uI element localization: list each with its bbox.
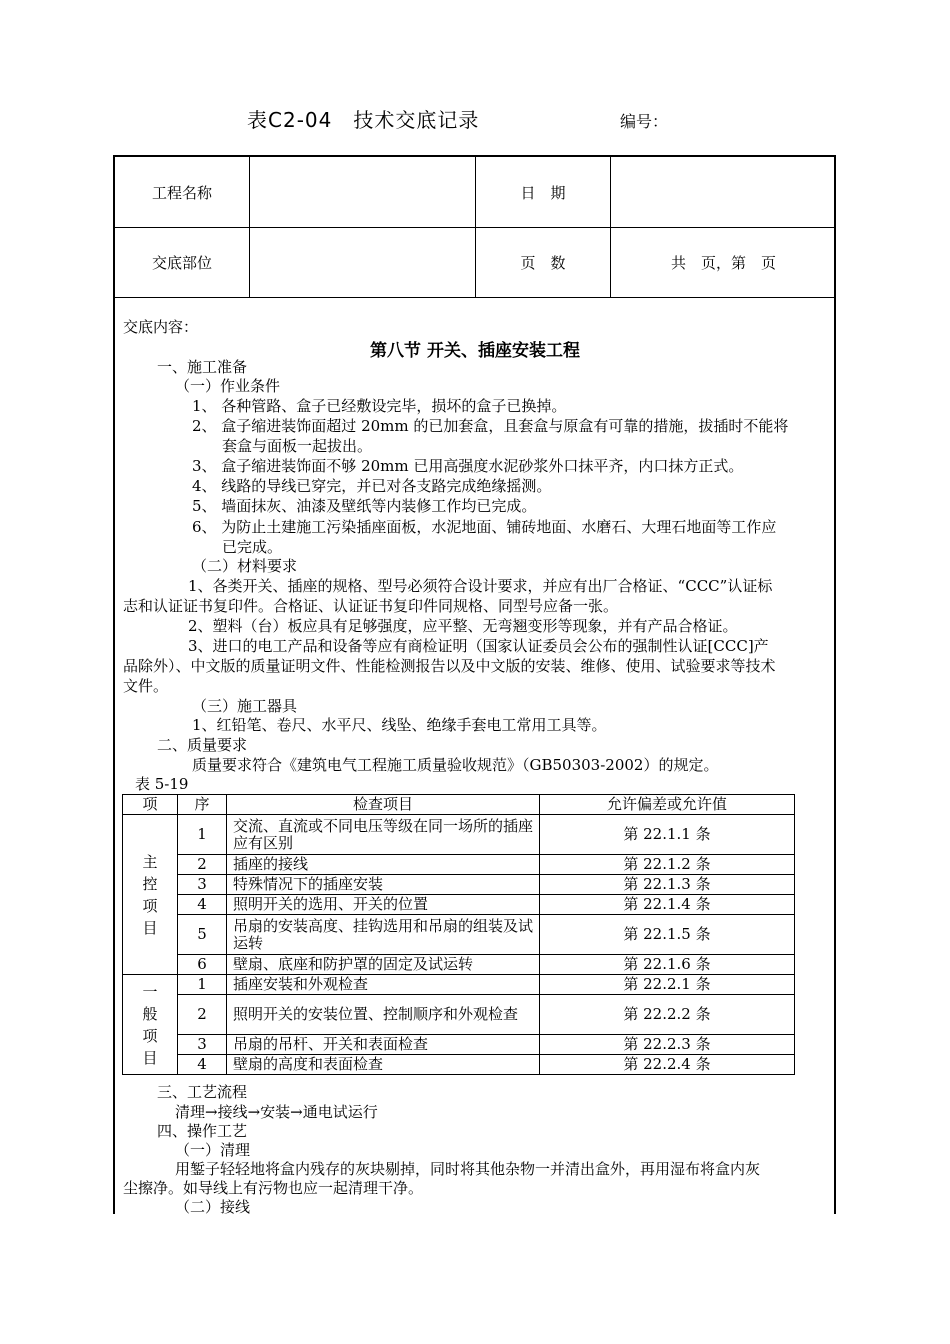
text-line: 3、进口的电工产品和设备等应有商检证明（国家认证委员会公布的强制性认证[CCC]产	[188, 637, 769, 655]
row-no: 5	[178, 915, 227, 955]
table-row	[123, 995, 795, 1035]
text-line: （一）作业条件	[175, 377, 281, 395]
row-no: 1	[178, 815, 227, 855]
project-name-field[interactable]	[250, 157, 476, 227]
row-value: 第 22.2.1 条	[540, 975, 795, 995]
row-value: 第 22.1.6 条	[540, 955, 795, 975]
row-value: 第 22.2.2 条	[540, 995, 795, 1035]
text-line: 二、质量要求	[157, 736, 248, 754]
row-value: 第 22.2.3 条	[540, 1035, 795, 1055]
row-item: 吊扇的安装高度、挂钩选用和吊扇的组装及试运转	[227, 915, 540, 955]
table-row	[123, 915, 795, 955]
text-line: 志和认证证书复印件。合格证、认证证书复印件同规格、同型号应备一张。	[123, 597, 619, 615]
table-row	[123, 855, 795, 875]
row-item: 壁扇的高度和表面检查	[227, 1055, 540, 1075]
text-line: 4、 线路的导线已穿完，并已对各支路完成绝缘摇测。	[192, 477, 552, 495]
info-row-project	[115, 157, 834, 228]
row-item: 插座安装和外观检查	[227, 975, 540, 995]
section-title: 第八节 开关、插座安装工程	[370, 341, 580, 361]
text-line: 1、红铅笔、卷尺、水平尺、线坠、绝缘手套电工常用工具等。	[192, 716, 607, 734]
row-value: 第 22.1.5 条	[540, 915, 795, 955]
part-field[interactable]	[250, 227, 476, 297]
row-no: 2	[178, 855, 227, 875]
text-line: （一）清理	[175, 1141, 251, 1159]
row-no: 3	[178, 1035, 227, 1055]
text-line: 四、操作工艺	[157, 1122, 248, 1140]
row-no: 2	[178, 995, 227, 1035]
serial-number-label: 编号：	[620, 112, 669, 131]
text-line: 3、 盒子缩进装饰面不够 20mm 已用高强度水泥砂浆外口抹平齐，内口抹方正式。	[192, 457, 744, 475]
text-line: 2、 盒子缩进装饰面超过 20mm 的已加套盒，且套盒与原盒有可靠的措施，拔插时不能将	[192, 417, 789, 435]
table-header-row	[123, 795, 795, 815]
table-row	[123, 1035, 795, 1055]
inspection-table	[122, 794, 795, 1075]
project-name-label: 工程名称	[115, 157, 250, 227]
text-line: 质量要求符合《建筑电气工程施工质量验收规范》（GB50303-2002）的规定。	[192, 756, 719, 774]
text-line: 套盒与面板一起拔出。	[222, 437, 373, 455]
group-main-control: 主控项目	[123, 815, 178, 975]
text-line: 6、 为防止土建施工污染插座面板，水泥地面、铺砖地面、水磨石、大理石地面等工作应	[192, 518, 777, 536]
text-line: 清理→接线→安装→通电试运行	[175, 1103, 378, 1121]
text-line: （二）接线	[175, 1198, 251, 1216]
col-header-item: 检查项目	[227, 795, 540, 815]
row-item: 照明开关的选用、开关的位置	[227, 895, 540, 915]
row-no: 3	[178, 875, 227, 895]
col-header-value: 允许偏差或允许值	[540, 795, 795, 815]
table-row	[123, 975, 795, 995]
row-no: 1	[178, 975, 227, 995]
row-no: 4	[178, 895, 227, 915]
content-intro: 交底内容：	[123, 318, 199, 336]
row-item: 壁扇、底座和防护罩的固定及试运转	[227, 955, 540, 975]
row-value: 第 22.1.1 条	[540, 815, 795, 855]
row-value: 第 22.1.3 条	[540, 875, 795, 895]
text-line: （三）施工器具	[192, 697, 298, 715]
row-no: 4	[178, 1055, 227, 1075]
text-line: 2、塑料（台）板应具有足够强度，应平整、无弯翘变形等现象，并有产品合格证。	[188, 617, 738, 635]
table-caption: 表 5-19	[135, 775, 189, 793]
text-line: 尘擦净。如导线上有污物也应一起清理干净。	[123, 1179, 424, 1197]
col-header-category: 项	[123, 795, 178, 815]
text-line: （二）材料要求	[192, 557, 298, 575]
col-header-no: 序	[178, 795, 227, 815]
date-field[interactable]	[611, 157, 836, 227]
row-item: 吊扇的吊杆、开关和表面检查	[227, 1035, 540, 1055]
table-row	[123, 815, 795, 855]
part-label: 交底部位	[115, 227, 250, 297]
row-item: 照明开关的安装位置、控制顺序和外观检查	[227, 995, 540, 1035]
row-item: 插座的接线	[227, 855, 540, 875]
table-row	[123, 1055, 795, 1075]
table-row	[123, 895, 795, 915]
group-general: 一般项目	[123, 975, 178, 1075]
date-label: 日 期	[476, 157, 611, 227]
table-row	[123, 955, 795, 975]
text-line: 用錾子轻轻地将盒内残存的灰块剔掉，同时将其他杂物一并清出盒外，再用湿布将盒内灰	[175, 1160, 761, 1178]
text-line: 文件。	[123, 677, 169, 695]
row-item: 特殊情况下的插座安装	[227, 875, 540, 895]
row-value: 第 22.1.4 条	[540, 895, 795, 915]
text-line: 一、施工准备	[157, 358, 248, 376]
row-no: 6	[178, 955, 227, 975]
pages-field[interactable]: 共 页，第 页	[670, 253, 776, 272]
text-line: 5、 墙面抹灰、油漆及壁纸等内装修工作均已完成。	[192, 497, 537, 515]
text-line: 1、 各种管路、盒子已经敷设完毕，损坏的盒子已换掉。	[192, 397, 567, 415]
info-row-part	[115, 227, 834, 298]
document-title: 表C2-04 技术交底记录	[247, 108, 480, 132]
text-line: 1、各类开关、插座的规格、型号必须符合设计要求，并应有出厂合格证、“CCC”认证标	[188, 577, 773, 595]
row-value: 第 22.2.4 条	[540, 1055, 795, 1075]
table-row	[123, 875, 795, 895]
pages-label: 页 数	[476, 227, 611, 297]
row-value: 第 22.1.2 条	[540, 855, 795, 875]
text-line: 品除外）、中文版的质量证明文件、性能检测报告以及中文版的安装、维修、使用、试验要求等技术	[123, 657, 776, 675]
text-line: 已完成。	[222, 538, 283, 556]
text-line: 三、工艺流程	[157, 1083, 248, 1101]
row-item: 交流、直流或不同电压等级在同一场所的插座应有区别	[227, 815, 540, 855]
